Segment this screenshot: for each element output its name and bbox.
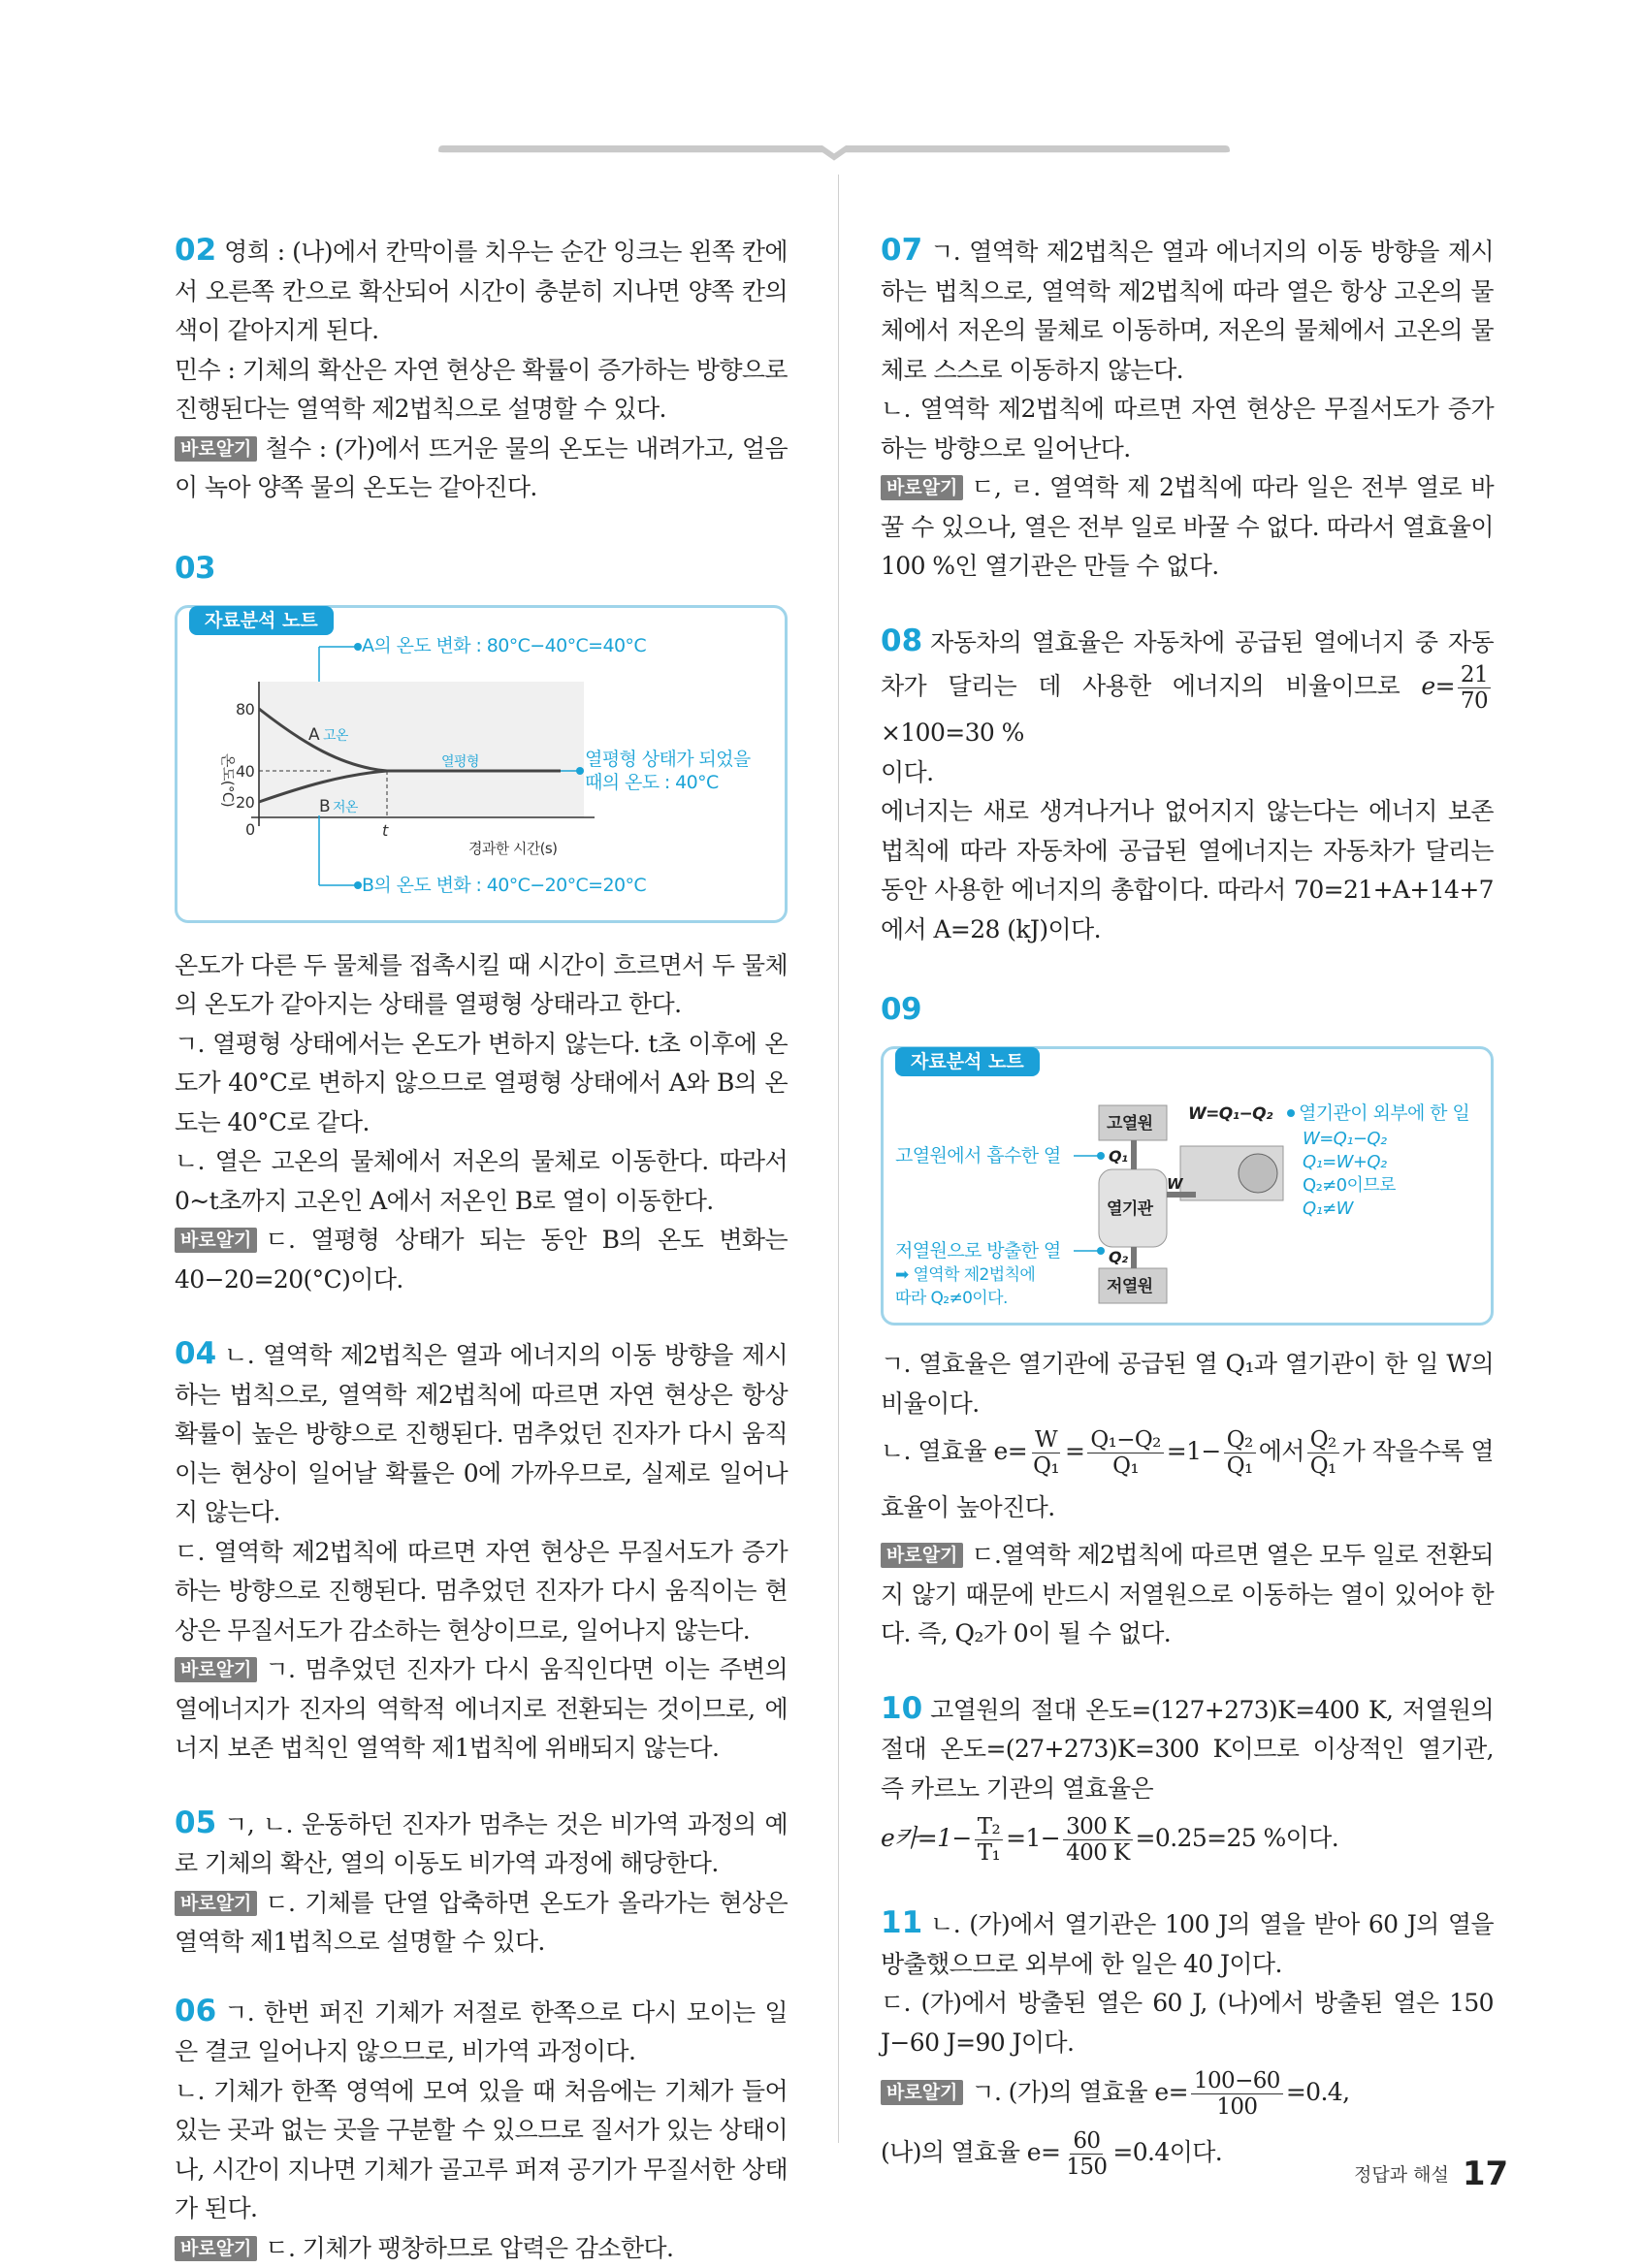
high-reservoir-label: 고열원 [1107, 1114, 1153, 1134]
correction-tag: 바로알기 [881, 475, 963, 500]
correction-tag: 바로알기 [881, 2080, 963, 2105]
correction: 바로알기 ㄷ. 기체를 단열 압축하면 온도가 올라가는 현상은 열역학 제1법칙으로 설명할 수 있다. [175, 1888, 788, 1956]
fraction: $\frac{60}{150}$ [1066, 2128, 1108, 2180]
answer-11: 11 ㄴ. (가)에서 열기관은 100 J의 열을 받아 60 J의 열을 방출했으므로 외부에 한 일은 40 J이다. [881, 1905, 1494, 1978]
q2-label: Q₂ [1109, 1248, 1128, 1266]
question-number: 10 [881, 1690, 923, 1726]
note-tab: 자료분석 노트 [189, 606, 334, 635]
page-footer [1354, 2155, 1508, 2193]
data-analysis-note [881, 1046, 1494, 1326]
q1-label: Q₁ [1109, 1147, 1128, 1166]
footer-label: 정답과 해설 [1354, 2164, 1449, 2186]
x-tick-t: t [382, 820, 388, 840]
release-label: 저열원으로 방출한 열 [895, 1240, 1061, 1262]
rule-arrow: ➡ 열역학 제2법칙에 [895, 1265, 1036, 1285]
chart-b-change: B의 온도 변화 : 40°C−20°C=20°C [362, 874, 647, 896]
correction: 바로알기 철수 : (가)에서 뜨거운 물의 온도는 내려가고, 얼음이 녹아 양쪽 물의 온도는 같아진다. [175, 433, 788, 501]
right-column [881, 231, 1494, 2183]
left-column [175, 231, 788, 2268]
correction: 바로알기 ㄷ. 기체가 팽창하므로 압력은 감소한다. [175, 2229, 788, 2268]
correction: 바로알기 ㄱ. 멈추었던 진자가 다시 움직인다면 이는 주변의 열에너지가 진자의 역학적 에너지로 전환되는 것이므로, 에너지 보존 법칙인 열역학 제1법칙에 위배되지 않는다. [175, 1655, 788, 1762]
answer-text: ㄱ. 열평형 상태에서는 온도가 변하지 않는다. t초 이후에 온도가 40°C로 변하지 않으므로 열평형 상태에서 A와 B의 온도는 40°C로 같다. [175, 1029, 788, 1136]
answer-text: ㄱ. 열효율은 열기관에 공급된 열 Q₁과 열기관이 한 일 W의 비율이다. [881, 1350, 1494, 1418]
fraction: $\frac{\text{Q₂}}{\text{Q₁}}$ [1224, 1427, 1256, 1479]
question-number: 03 [175, 550, 215, 586]
rel-1: W=Q₁−Q₂ [1303, 1129, 1387, 1149]
leader-dot [354, 881, 362, 889]
question-number: 04 [175, 1336, 217, 1371]
chart-eq-line2: 때의 온도 : 40°C [585, 771, 719, 793]
rel-3: Q₂≠0이므로 [1303, 1175, 1396, 1196]
answer-02: 02 영희 : (나)에서 칸막이를 치우는 순간 잉크는 왼쪽 칸에서 오른쪽 칸으로 확산되어 시간이 충분히 지나면 양쪽 칸의 색이 같아지게 된다. [175, 233, 788, 344]
y-tick-40: 40 [236, 761, 255, 781]
answer-04: 04 ㄴ. 열역학 제2법칙은 열과 에너지의 이동 방향을 제시하는 법칙으로, 열역학 제2법칙에 따르면 자연 현상은 항상 확률이 높은 방향으로 진행된다. 멈추었던 진자가 다시 움직이는 현상이 일어날 확률은 0에 가까우므로, 실제로 일어나지 않는다. [175, 1336, 788, 1526]
correction-tag: 바로알기 [175, 1228, 257, 1253]
question-number: 08 [881, 623, 923, 658]
fraction: $\frac{100-60}{100}$ [1191, 2068, 1283, 2120]
heat-engine-diagram [884, 1049, 1491, 1317]
efficiency-formula: ㄴ. 열효율 e= $\frac{W}{\text{Q₁}}$ = $\frac{\text{Q₁−Q₂}}{\text{Q₁}}$ =1− $\frac{\text{Q₂}}{\text{Q₁}}$ 에서 $\frac{\text{Q₂}}{\text{Q₁}}$ 가 작을수록 열효율이 높아진다. [881, 1427, 1494, 1521]
fraction: $\frac{21}{70}$ [1458, 662, 1491, 714]
question-number: 06 [175, 1993, 217, 2028]
question-number: 07 [881, 233, 923, 268]
answer-text: ㄷ. (가)에서 방출된 열은 60 J, (나)에서 방출된 열은 150 J−60 J=90 J이다. [881, 1989, 1494, 2057]
rel-2: Q₁=W+Q₂ [1303, 1152, 1387, 1172]
work-desc: 열기관이 외부에 한 일 [1299, 1102, 1470, 1124]
question-number: 02 [175, 233, 217, 268]
rule-text: 따라 Q₂≠0이다. [895, 1289, 1008, 1308]
rel-4: Q₁≠W [1303, 1198, 1353, 1219]
fraction: $\frac{\text{Q₁−Q₂}}{\text{Q₁}}$ [1087, 1427, 1163, 1479]
w-label: W [1167, 1175, 1182, 1193]
y-tick-80: 80 [236, 699, 255, 719]
answer-text: ㄷ. 열역학 제2법칙에 따르면 자연 현상은 무질서도가 증가하는 방향으로 진행된다. 멈추었던 진자가 다시 움직이는 현상은 무질서도가 감소하는 현상이므로, 일어나지 않는다. [175, 1537, 788, 1645]
carnot-formula: e카=1− $\frac{\text{T₂}}{\text{T₁}}$ =1− $\frac{300 K}{400 K}$ =0.25=25 %이다. [881, 1814, 1339, 1866]
question-number: 05 [175, 1805, 217, 1840]
answer-text: ㄴ. 열은 고온의 물체에서 저온의 물체로 이동한다. 따라서 0~t초까지 고온인 A에서 저온인 B로 열이 이동한다. [175, 1147, 788, 1215]
correction-tag: 바로알기 [175, 1891, 257, 1916]
y-axis-label: 온도(°C) [219, 752, 237, 807]
leader-dot [576, 767, 584, 775]
low-reservoir-label: 저열원 [1107, 1277, 1153, 1296]
chart-a-change: A의 온도 변화 : 80°C−40°C=40°C [362, 634, 646, 656]
column-divider [838, 175, 839, 2143]
correction-tag: 바로알기 [175, 1657, 257, 1682]
label-b-cold: 저온 [333, 799, 358, 815]
answer-text: ㄴ. 열역학 제2법칙에 따르면 자연 현상은 무질서도가 증가하는 방향으로 일어난다. [881, 395, 1494, 463]
absorb-label: 고열원에서 흡수한 열 [895, 1145, 1061, 1166]
answer-text: 이다. [881, 757, 934, 786]
correction: 바로알기 ㄷ, ㄹ. 열역학 제 2법칙에 따라 일은 전부 열로 바꿀 수 있으나, 열은 전부 일로 바꿀 수 없다. 따라서 열효율이 100 %인 열기관은 만들 수 없다. [881, 473, 1494, 580]
correction: 바로알기 ㄷ.열역학 제2법칙에 따르면 열은 모두 일로 전환되지 않기 때문에 반드시 저열원으로 이동하는 열이 있어야 한다. 즉, Q₂가 0이 될 수 없다. [881, 1541, 1494, 1647]
question-number: 09 [881, 992, 921, 1027]
plot-area [259, 682, 584, 817]
engine-label: 열기관 [1107, 1199, 1153, 1219]
correction-tag: 바로알기 [881, 1543, 963, 1568]
answer-08: 08 자동차의 열효율은 자동차에 공급된 열에너지 중 자동차가 달리는 데 사용한 에너지의 비율이므로 e= $\frac{21}{70}$ ×100=30 % [881, 623, 1494, 747]
y-tick-20: 20 [236, 792, 255, 812]
answer-text: ㄴ. 기체가 한쪽 영역에 모여 있을 때 처음에는 기체가 들어 있는 곳과 없는 곳을 구분할 수 있으므로 질서가 있는 상태이나, 시간이 지나면 기체가 골고루 퍼져 공기가 무질서한 상태가 된다. [175, 2076, 788, 2222]
answer-text: 민수 : 기체의 확산은 자연 현상은 확률이 증가하는 방향으로 진행된다는 열역학 제2법칙으로 설명할 수 있다. [175, 355, 788, 423]
top-divider-bar [175, 145, 1494, 163]
leader-dot [354, 643, 362, 651]
page-number: 17 [1462, 2155, 1509, 2193]
data-analysis-note [175, 605, 788, 923]
fraction: $\frac{300 K}{400 K}$ [1063, 1814, 1132, 1866]
answer-text: 에너지는 새로 생겨나거나 없어지지 않는다는 에너지 보존 법칙에 따라 자동차에 공급된 열에너지는 자동차가 달리는 동안 사용한 에너지의 총합이다. 따라서 70=21+A+14+7에서 A=28 (kJ)이다. [881, 797, 1494, 943]
temperature-chart [177, 608, 785, 914]
note-tab: 자료분석 노트 [895, 1047, 1040, 1076]
answer-10: 10 고열원의 절대 온도=(127+273)K=400 K, 저열원의 절대 온도=(27+273)K=300 K이므로 이상적인 열기관, 즉 카르노 기관의 열효율은 [881, 1690, 1494, 1803]
correction-tag: 바로알기 [175, 2236, 257, 2261]
answer-05: 05 ㄱ, ㄴ. 운동하던 진자가 멈추는 것은 비가역 과정의 예로 기체의 확산, 열의 이동도 비가역 과정에 해당한다. [175, 1805, 788, 1877]
label-b: B [319, 796, 331, 816]
label-equilibrium: 열평형 [441, 753, 479, 770]
fraction: $\frac{\text{Q₂}}{\text{Q₁}}$ [1307, 1427, 1339, 1479]
correction: 바로알기 ㄱ. (가)의 열효율 e= $\frac{100-60}{100}$ =0.4, [881, 2062, 1494, 2123]
answer-07: 07 ㄱ. 열역학 제2법칙은 열과 에너지의 이동 방향을 제시하는 법칙으로, 열역학 제2법칙에 따라 열은 항상 고온의 물체에서 저온의 물체로 이동하며, 저온의 물체에서 고온의 물체로 스스로 이동하지 않는다. [881, 233, 1494, 384]
flywheel [1239, 1154, 1277, 1193]
answer-text: (나)의 열효율 e= $\frac{60}{150}$ =0.4이다. [881, 2128, 1223, 2180]
label-a-hot: 고온 [323, 727, 348, 744]
y-tick-0: 0 [245, 819, 255, 839]
chart-eq-line1: 열평형 상태가 되었을 [585, 748, 751, 770]
fraction: $\frac{\text{T₂}}{\text{T₁}}$ [975, 1814, 1003, 1866]
work-formula: W=Q₁−Q₂ [1188, 1104, 1272, 1124]
x-axis-label: 경과한 시간(s) [468, 839, 558, 857]
label-a: A [308, 724, 320, 745]
correction: 바로알기 ㄷ. 열평형 상태가 되는 동안 B의 온도 변화는 40−20=20(°C)이다. [175, 1226, 788, 1294]
answer-06: 06 ㄱ. 한번 퍼진 기체가 저절로 한쪽으로 다시 모이는 일은 결코 일어나지 않으므로, 비가역 과정이다. [175, 1993, 788, 2065]
question-number: 11 [881, 1905, 923, 1940]
answer-text: 온도가 다른 두 물체를 접촉시킬 때 시간이 흐르면서 두 물체의 온도가 같아지는 상태를 열평형 상태라고 한다. [175, 950, 788, 1018]
correction-tag: 바로알기 [175, 436, 257, 462]
fraction: $\frac{W}{\text{Q₁}}$ [1033, 1427, 1059, 1479]
